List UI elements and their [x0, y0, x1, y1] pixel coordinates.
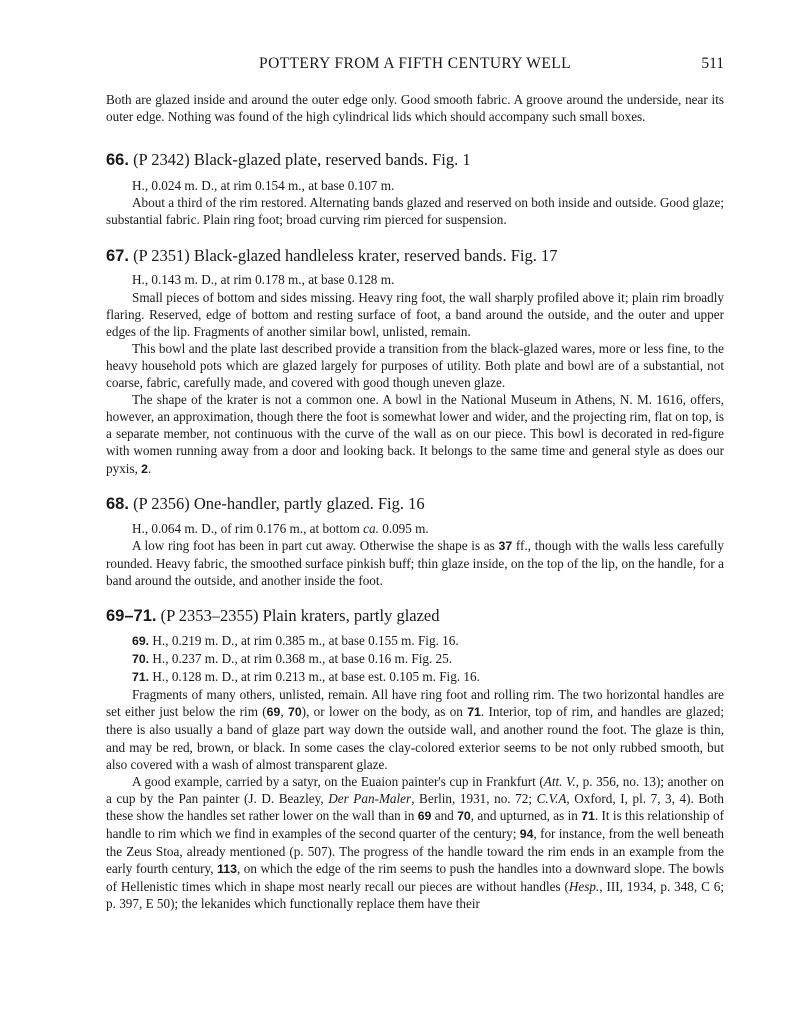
text-run: H., 0.219 m. D., at rim 0.385 m., at base 0.155 m. Fig. 16. [149, 632, 459, 648]
text-run: , p. 356, no. 13); another on a cup by the Pan painter (J. D. Beazley, [106, 773, 724, 806]
running-head [106, 55, 724, 75]
text-run: A low ring foot has been in part cut away. Otherwise the shape is as [132, 537, 499, 553]
cross-reference: 69 [266, 705, 281, 720]
italic-text: ca. [363, 520, 379, 536]
entry-67-paragraph-3 [106, 391, 724, 477]
entry-number: 69–71. [106, 606, 157, 625]
page-number: 511 [701, 55, 724, 72]
text-run: , Berlin, 1931, no. 72; [411, 790, 537, 806]
entry-71-dimensions [132, 668, 724, 686]
entry-title: (P 2356) One-handler, partly glazed. Fig. 16 [128, 493, 425, 513]
cross-reference: 69 [417, 808, 432, 823]
text-run: 0.095 m. [378, 520, 429, 536]
text-run: A good example, carried by a satyr, on the Euaion painter's cup in Frankfurt ( [132, 773, 544, 789]
text-run: Fragments of many others, unlisted, remain. All have ring foot and rolling rim. The two horizontal handles are set either just below the rim ( [106, 687, 724, 720]
text-run: H., 0.128 m. D., at rim 0.213 m., at base est. 0.105 m. Fig. 16. [149, 669, 480, 685]
entry-66-description: About a third of the rim restored. Alternating bands glazed and reserved on both inside and outside. Good glaze; substantial fabric. Plain ring foot; broad curving rim pierced for suspension. [106, 195, 724, 228]
entry-title: (P 2351) Black-glazed handleless krater, reserved bands. Fig. 17 [128, 246, 558, 266]
text-run: . Interior, top of rim, and handles are glazed; there is also usually a band of glaze part way down the outside wall, and another round the foot. The glaze is thin, and may be red, brown, or black. In some cases the clay-colored exterior seems to be not only rubbed smooth, but also covered with a wash of almost transparent glaze. [106, 704, 724, 772]
entry-number: 66. [106, 151, 129, 170]
text-run: ff., though with the walls less carefully rounded. Heavy fabric, the smoothed surface pinkish buff; thin glaze inside, on the top of the lip, on the handle, for a band around the outside, and another inside the foot. [106, 537, 724, 588]
entry-69-71-paragraph-2 [106, 773, 724, 913]
cross-reference: 113 [217, 862, 237, 877]
cross-reference: 70 [287, 705, 302, 720]
entry-number: 71. [132, 670, 150, 685]
cross-reference: 37 [498, 538, 513, 553]
entry-title: (P 2353–2355) Plain kraters, partly glazed [156, 605, 440, 625]
entry-number: 68. [106, 494, 129, 513]
entry-number: 69. [132, 633, 150, 648]
entry-66-dimensions: H., 0.024 m. D., at rim 0.154 m., at base 0.107 m. [132, 178, 395, 194]
cross-reference: 71 [581, 808, 595, 823]
entry-66-heading [106, 150, 724, 170]
text-run: H., 0.064 m. D., of rim 0.176 m., at bottom [132, 520, 364, 536]
text-run: ), or lower on the body, as on [301, 704, 468, 720]
italic-text: Hesp. [568, 879, 600, 895]
running-head-title: POTTERY FROM A FIFTH CENTURY WELL [259, 55, 571, 72]
text-run: The shape of the krater is not a common one. A bowl in the National Museum in Athens, N. M. 1616, offers, however, an approximation, though there the foot is somewhat lower and wider, and the projecting rim, flat on top, is a separate member, not continuous with the curve of the wall as on our piece. This bowl is decorated in red-figure with women running away from a door and looking back. It belongs to the same time and general style as does our pyxis, [106, 392, 724, 476]
intro-paragraph: Both are glazed inside and around the outer edge only. Good smooth fabric. A groove around the underside, near its outer edge. Nothing was found of the high cylindrical lids which should accompany such small boxes. [106, 92, 724, 125]
entry-title: (P 2342) Black-glazed plate, reserved bands. Fig. 1 [128, 150, 471, 170]
text-run: . It is this relationship of handle to rim which we find in examples of the second quarter of the century; [106, 807, 724, 841]
text-run: , on which the edge of the rim seems to push the handles into a downward slope. The bowls of Hellenistic times which in shape most nearly recall our pieces are without handles ( [106, 861, 724, 895]
entry-67-heading [106, 246, 724, 266]
entry-69-71-paragraph-1 [106, 686, 724, 772]
cross-reference: 71 [467, 705, 481, 720]
entry-70-dimensions [132, 650, 724, 668]
text-run: H., 0.237 m. D., at rim 0.368 m., at base 0.16 m. Fig. 25. [149, 651, 453, 667]
entry-67-dimensions: H., 0.143 m. D., at rim 0.178 m., at base 0.128 m. [132, 272, 395, 288]
cross-reference: 2 [141, 461, 149, 476]
entry-68-heading [106, 494, 724, 514]
entry-67-paragraph-2: This bowl and the plate last described provide a transition from the black-glazed wares, more or less fine, to the heavy household pots which are glazed largely for purposes of utility. Both plate and bowl are of a substantial, not coarse, fabric, carefully made, and covered with good though uneven glaze. [106, 340, 724, 391]
body-text [106, 91, 724, 912]
entry-68-dimensions [132, 520, 724, 537]
cross-reference: 94 [519, 827, 534, 841]
text-run: , for instance, from the well beneath the Zeus Stoa, already mentioned (p. 507). The progress of the handle toward the rim ends in an example from the early fourth century, [106, 826, 724, 877]
text-run: , Oxford, I, pl. 7, 3, 4). Both these show the handles set rather lower on the wall than in [106, 790, 725, 823]
italic-text: Att. V. [543, 773, 576, 789]
entry-68-description [106, 537, 724, 589]
entry-67-paragraph-1: Small pieces of bottom and sides missing. Heavy ring foot, the wall sharply profiled above it; plain rim broadly flaring. Reserved, edge of bottom and resting surface of foot, a band around the outside, and the outer and upper edges of the lip. Fragments of another similar bowl, unlisted, remain. [106, 289, 724, 339]
text-run: , and upturned, as in [470, 807, 582, 823]
italic-text: Der Pan-Maler [328, 790, 412, 806]
text-run: and [431, 807, 458, 823]
entry-69-dimensions [132, 632, 724, 650]
cross-reference: 70 [457, 808, 471, 823]
text-run: , III, 1934, p. 348, C 6; p. 397, E 50); the lekanides which functionally replace them have their [106, 879, 724, 912]
text-run: . [148, 460, 152, 476]
entry-69-71-heading [106, 606, 724, 626]
entry-number: 67. [106, 247, 129, 266]
entry-number: 70. [132, 652, 150, 667]
text-run: , [280, 704, 288, 720]
italic-text: C.V.A [536, 790, 567, 806]
